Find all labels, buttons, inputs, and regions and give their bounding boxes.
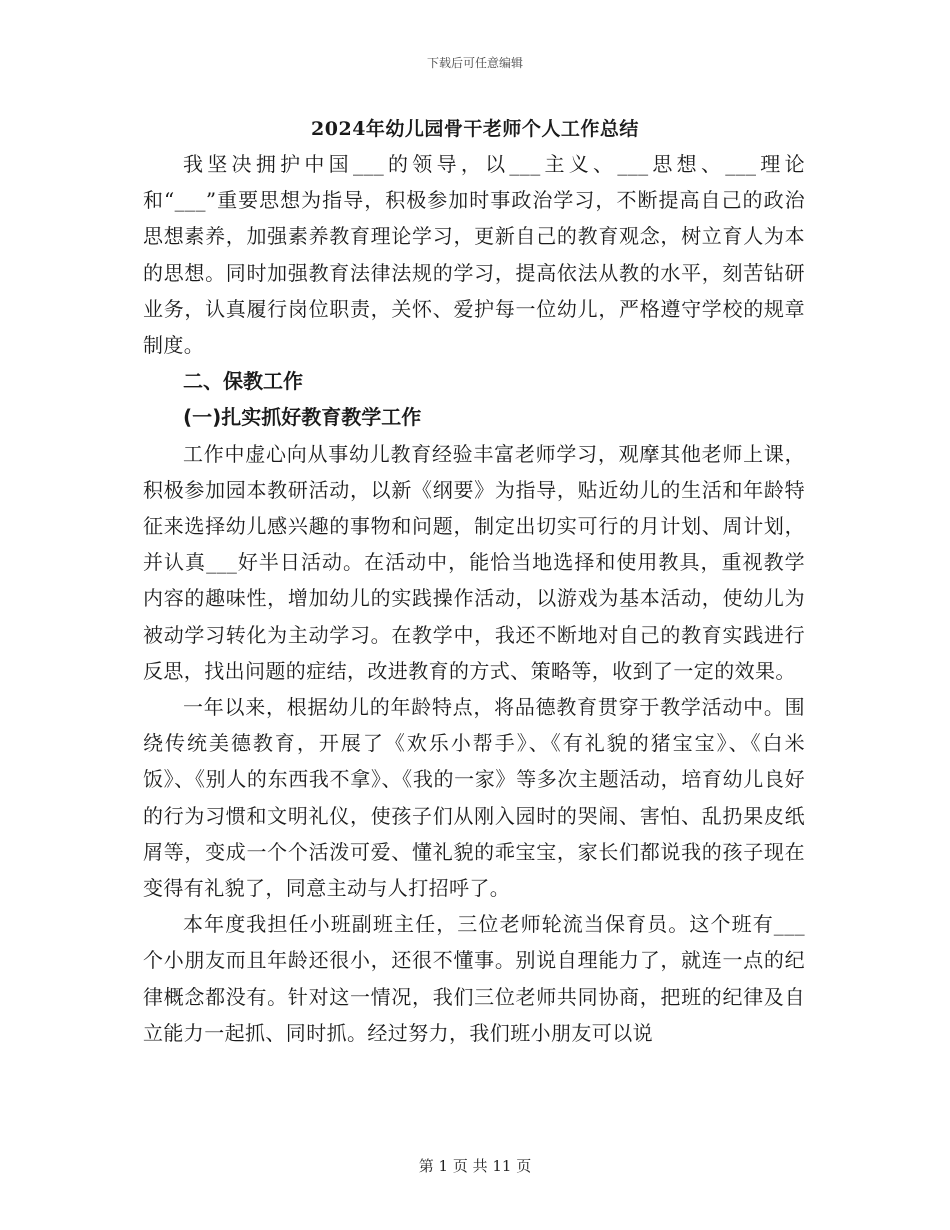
paragraph-class-management: 本年度我担任小班副班主任，三位老师轮流当保育员。这个班有___个小朋友而且年龄还很小，还很不懂事。别说自理能力了，就连一点的纪律概念都没有。针对这一情况，我们三位老师共同协商，把班的纪律及自立能力一起抓、同时抓。经过努力，我们班小朋友可以说: [143, 912, 805, 1045]
page-number-footer: 第 1 页 共 11 页: [418, 1157, 532, 1175]
paragraph-political-study: 我坚决拥护中国___的领导，以___主义、___思想、___理论和“___”重要思想为指导，积极参加时事政治学习，不断提高自己的政治思想素养，加强素养教育理论学习，更新自己的教育观念，树立育人为本的思想。同时加强教育法律法规的学习，提高依法从教的水平，刻苦钻研业务，认真履行岗位职责，关怀、爱护每一位幼儿，严格遵守学校的规章制度。: [143, 152, 805, 358]
paragraph-moral-education: 一年以来，根据幼儿的年龄特点，将品德教育贯穿于教学活动中。围绕传统美德教育，开展了《欢乐小帮手》、《有礼貌的猪宝宝》、《白米饭》、《别人的东西我不拿》、《我的一家》等多次主题活动，培育幼儿良好的行为习惯和文明礼仪，使孩子们从刚入园时的哭闹、害怕、乱扔果皮纸屑等，变成一个个活泼可爱、懂礼貌的乖宝宝，家长们都说我的孩子现在变得有礼貌了，同意主动与人打招呼了。: [143, 695, 805, 901]
header-note: 下载后可任意编辑: [426, 56, 523, 70]
section-heading-care-education: 二、保教工作: [183, 369, 303, 394]
document-body: [143, 146, 805, 1051]
paragraph-teaching-work: 工作中虚心向从事幼儿教育经验丰富老师学习，观摩其他老师上课，积极参加园本教研活动，以新《纲要》为指导，贴近幼儿的生活和年龄特征来选择幼儿感兴趣的事物和问题，制定出切实可行的月计划、周计划，并认真___好半日活动。在活动中，能恰当地选择和使用教具，重视教学内容的趣味性，增加幼儿的实践操作活动，以游戏为基本活动，使幼儿为被动学习转化为主动学习。在教学中，我还不断地对自己的教育实践进行反思，找出问题的症结，改进教育的方式、策略等，收到了一定的效果。: [143, 441, 805, 683]
document-title: 2024年幼儿园骨干老师个人工作总结: [311, 118, 639, 140]
subsection-heading-teaching: (一)扎实抓好教育教学工作: [183, 405, 422, 430]
